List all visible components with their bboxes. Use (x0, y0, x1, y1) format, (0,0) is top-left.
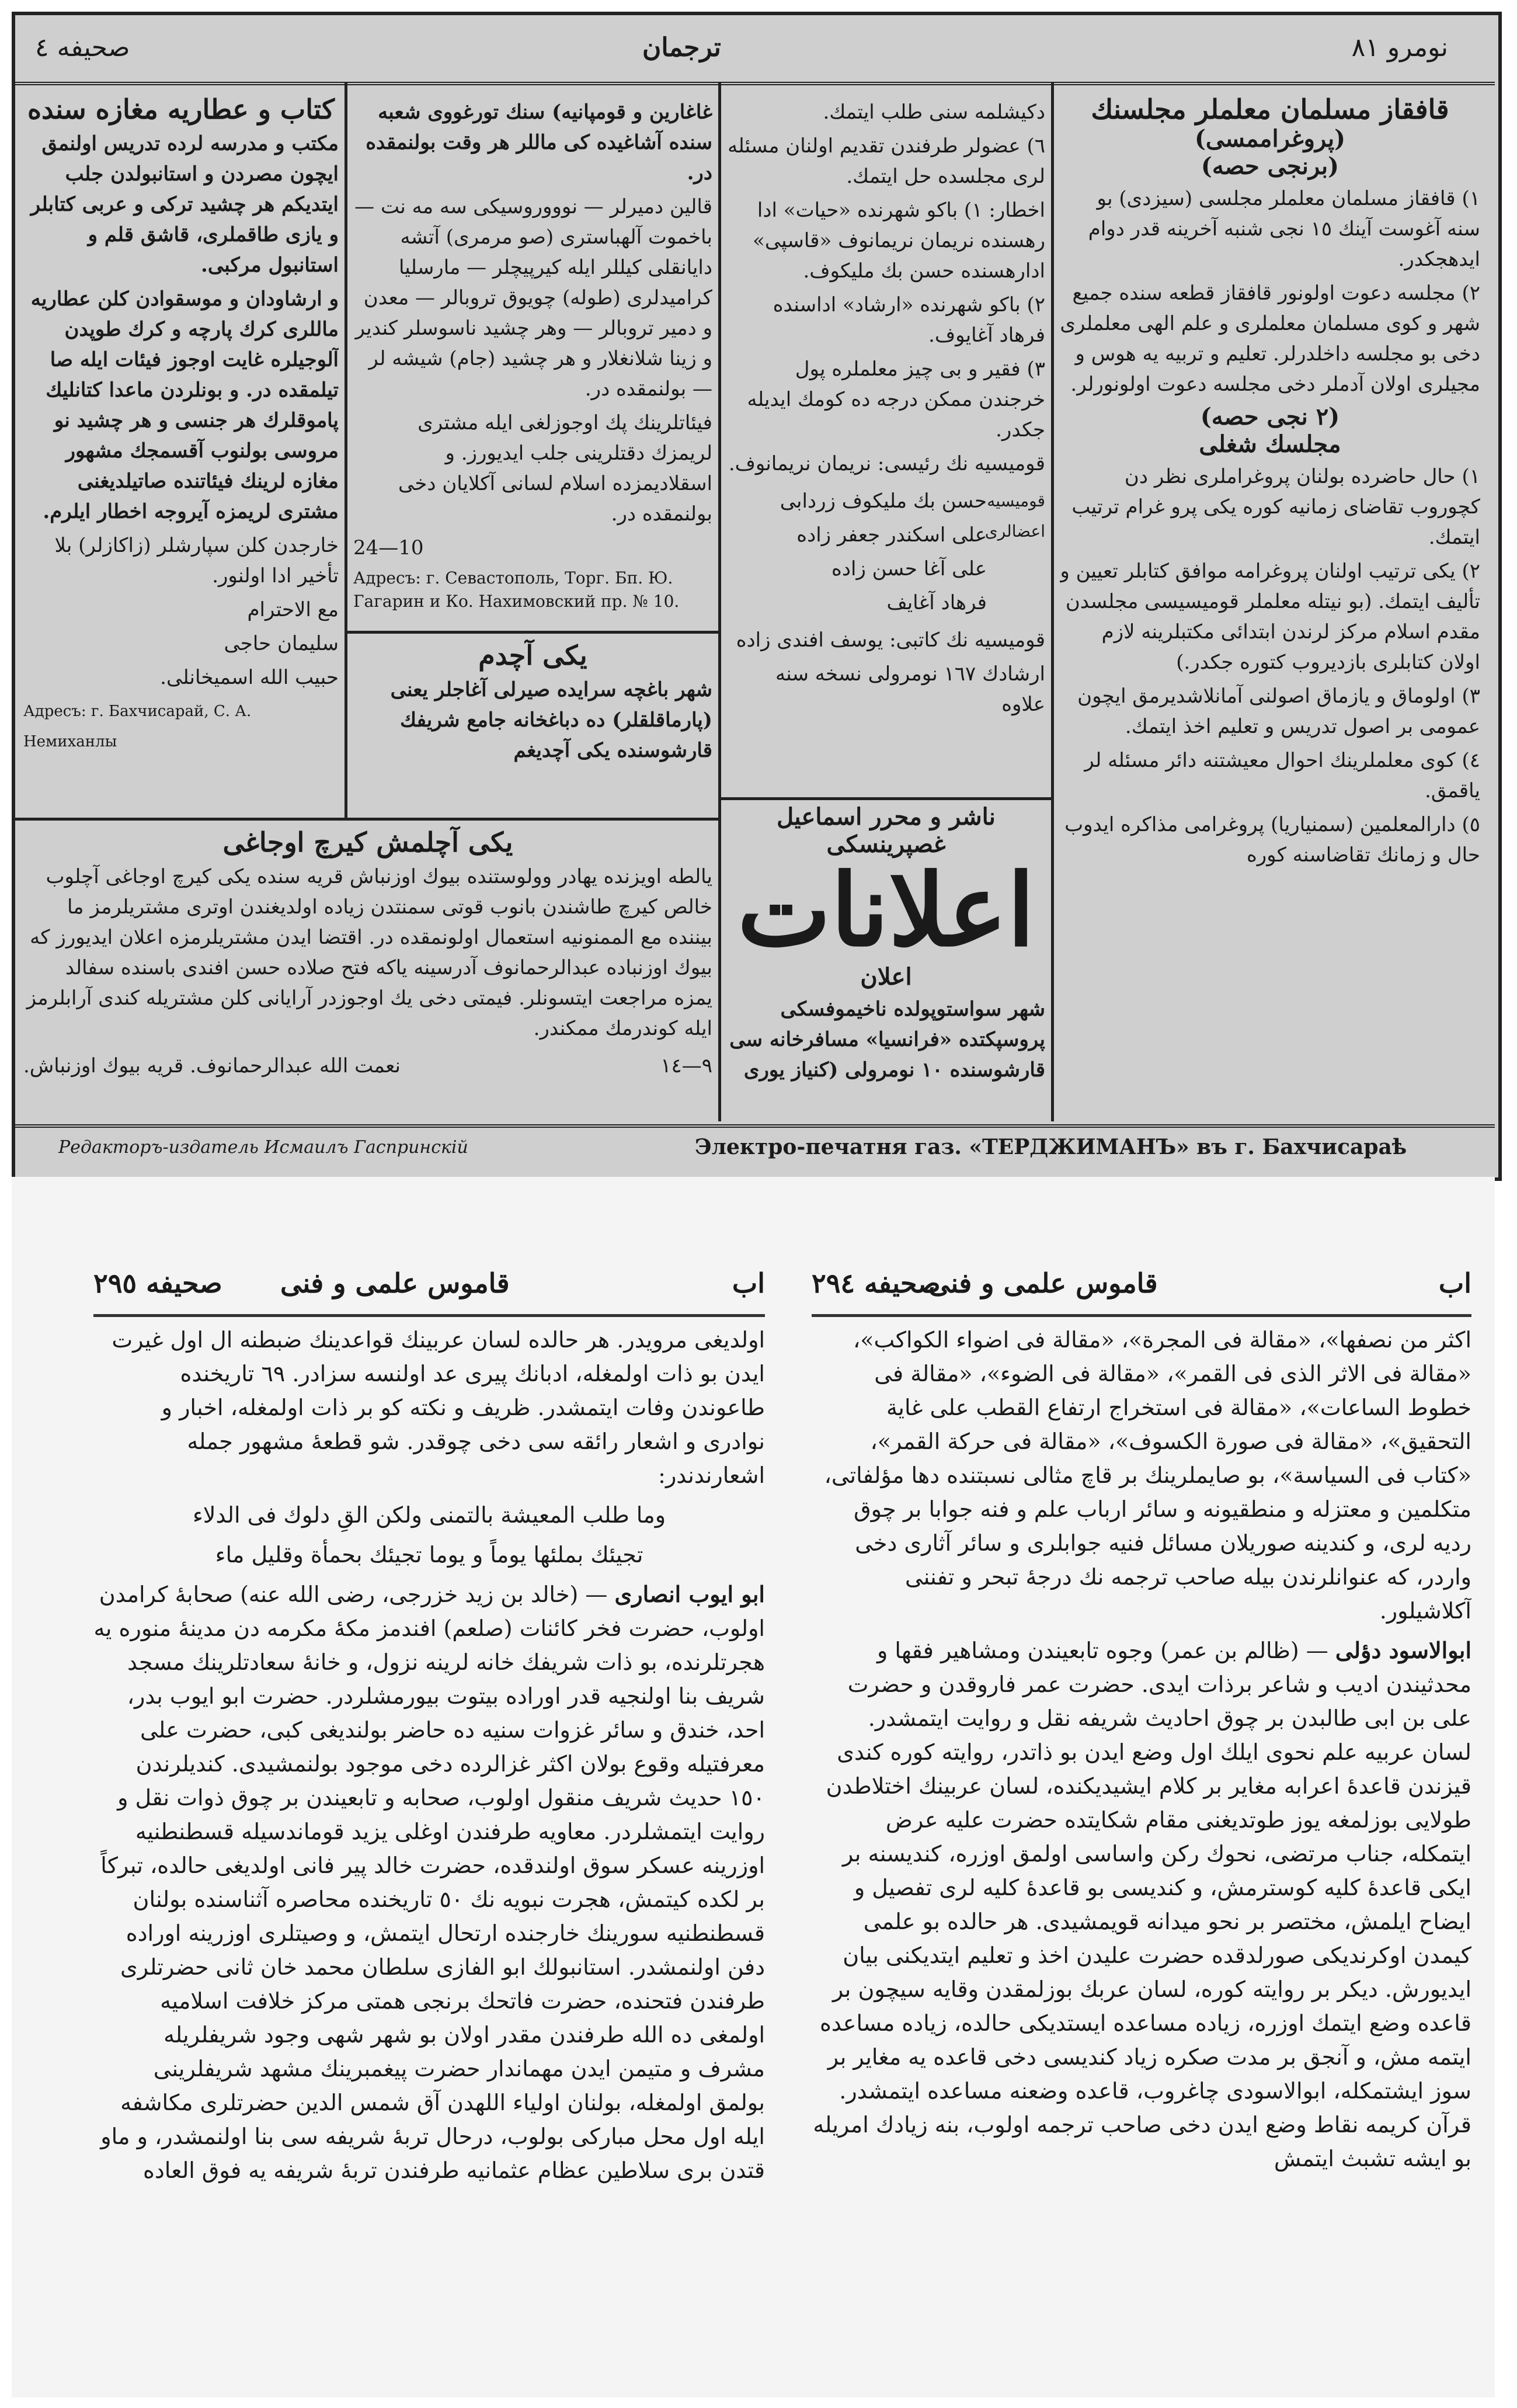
paragraph: قالین دمیرلر — نوووروسیکی سه مه نت — باخموت آلهباستری (صو مرمری) آتشه دایانقلی کیللر ایله کیرپیچلر — مارسلیا کرامیدلری (طوله) چویوق تروبالر — معدن و دمیر تروبالر — وهر چشید ناسوسلر کندیر و زینا شلانغلار و هر چشید (جام) شیشه لر — بولنمقده در. (354, 195, 712, 401)
section-rule (721, 797, 1051, 800)
head-rule (812, 1314, 1471, 1317)
running-head (812, 1267, 1471, 1314)
member-name: حسن بك ملیکوف زردابی (780, 489, 987, 513)
page-number: صحیفه ٢٩٤ (812, 1267, 941, 1299)
head-rule (93, 1314, 765, 1317)
page-tag: اب (732, 1267, 765, 1299)
member-name: علی اسکندر جعفر زاده (796, 523, 987, 547)
paragraph: ٢) یکی ترتیب اولنان پروغرامه موافق کتابلر تعیین و تألیف ایتمك. (بو نیتله معلملر قومیسیسی مجلسدن مقدم اسلام مرکز لرندن ابتدائی مکتبلرینه لازم اولان کتابلری بازدیروب کتوره جکدر.) (1060, 560, 1480, 674)
entry-headword: ابوالاسود دؤلی (1335, 1637, 1471, 1663)
column-teachers-congress (1060, 93, 1480, 1121)
paragraph: ٦) عضولر طرفندن تقدیم اولنان مسئله لری مجلسده حل ایتمك. (728, 134, 1045, 188)
paragraph: خارجدن کلن سپارشلر (زاکازلر) بلا تأخیر ادا اولنور. (54, 534, 339, 588)
section-rule (347, 631, 718, 634)
editor-line: Редакторъ-издатель Исмаилъ Гаспринскій (58, 1137, 468, 1158)
members-label: قومیسیه اعضالری (984, 491, 1045, 541)
paragraph: دکیشلمه سنی طلب ایتمك. (823, 100, 1045, 124)
commission-members (727, 482, 1045, 621)
paragraph: اکثر من نصفها»، «مقالة فی المجرة»، «مقالة فی اضواء الکواکب»، «مقالة فی الاثر الذی فی القمر»، «مقالة فی الضوء»، «مقالة فی خطوط الساعات»، «مقالة فی استخراج ارتفاع القطب علی غایة التحقیق»، «مقالة فی صورة الکسوف»، «مقالة فی حرکة القمر»، «کتاب فی السیاسة»، بو صایملرینك بر قاچ مثالی نسبتنده دها مؤلفاتی، متکلمین و معتزله و منطقیونه و سائر ارباب علم و فنه جوابا بر چوق ردیه لری، و کندینه صوریلان مسائل فنیه جوابلری و سائر آثاری دخی واردر، که عنوانلرندن بیله صاحب ترجمه نك درجهٔ تبحر و تفننی آکلاشیلور. (824, 1327, 1471, 1624)
page-label: صحیفه ٤ (35, 33, 130, 62)
paragraph: ٣) فقیر و بی چیز معلملره پول خرجندن ممکن درجه ده کومك ایدیله جکدر. (747, 357, 1045, 442)
ad-reference: ٩—١٤ (660, 1054, 712, 1078)
column-rule (345, 82, 347, 818)
commission-secretary: قومیسیه نك کاتبی: یوسف افندی زاده (736, 628, 1045, 652)
imprint-footer (12, 1124, 1495, 1172)
lime-kiln-ad (23, 826, 712, 1118)
column-bookshop (23, 93, 339, 812)
ad-signature: نعمت الله عبدالرحمانوف. قریه بیوك اوزنباش. (23, 1054, 401, 1078)
paragraph: ٤) کوی معلملرینك احوال معیشتنه دائر مسئله لر یاقمق. (1084, 749, 1480, 802)
shop-address: Адресъ: г. Бахчисарай, С. А. Немиханлы (23, 703, 252, 750)
book-page-294: اب قاموس علمی و فنی صحیفه ٢٩٤ اکثر من نصفها»، «مقالة فی المجرة»، «مقالة فی اضواء الکواکب»، «مقالة فی الاثر الذی فی القمر»، «مقالة فی الضوء»، «مقالة فی خطوط الساعات»، «مقالة فی استخراج ارتفاع القطب علی غایة التحقیق»، «مقالة فی صورة الکسوف»، «مقالة فی حرکة القمر»، «کتاب فی السیاسة»، بو صایملرینك بر قاچ مثالی نسبتنده دها مؤلفاتی، متکلمین و معتزله و منطقیونه و سائر ارباب علم و فنه جوابا بر چوق ردیه لری، و کندینه صوریلان مسائل فنیه جوابلری و سائر آثاری دخی واردر، که عنوانلرندن بیله صاحب ترجمه نك درجهٔ تبحر و تفننی آکلاشیلور. ابوالاسود دؤلی — (ظالم بن عمر) وجوه تابعیندن ومشاهیر فقها و محدثیندن ادیب و شاعر برذات ایدی. حضرت عمر فاروقدن و حضرت علی بن ابی طالبدن بر چوق احادیث شریفه نقل و روایت ایتمشدر. لسان عربیه علم نحوی ایلك اول وضع ایدن بو ذاتدر، روایته کوره کندی قیزندن قاعدهٔ اعرابه مغایر بر کلام ایشیدیکنده، لسان عربینك اختلاطدن طولایی بوزلمغه یوز طوتدیغنی مقام شکایتده حضرت علیه عرض ایتمکله، جناب مرتضی، نحوك رکن واساسی اولمق اوزره، کندیسنه بر ایکی قاعدهٔ کلیه کوسترمش، و کندیسی بو قاعدهٔ کلیه لری تفصیل و ایضاح ایلمش، مختصر بر نحو میدانه قویمشیدی. هر حالده بو علمی کیمدن اوکرندیکی صورلدقده حضرت علیدن اخذ و تعلیم ایتدیکنی بیان ایدیورش. دیکر بر روایته کوره، لسان عربك بوزلمقدن وقایه سیچون بر قاعده وضع ایتمك اوزره، زیاده مساعده ایستدیکی حالده، زیاده مساعده ایتمه مش، و آنجق بر مدت صکره زیاد کندیسی دخی قاعده یه مغایر بر سوز ایشتمکله، ابوالاسودی چاغروب، قاعده وضعنه مساعده ایتمشدر. قرآن کریمه نقاط وضع ایدن دخی صاحب ترجمه اولوب، بنه زیادك امریله بو ایشه تشبث ایتمش (812, 1267, 1471, 2171)
paragraph: اخطار: ١) باکو شهرنده «حیات» ادا رهسنده نریمان نریمانوف «قاسپی» ادارهسنده حسن بك ملیکوف. (753, 199, 1045, 283)
masthead (12, 12, 1495, 85)
paragraph: شهر باغچه سرایده صیرلی آغاجلر یعنی (پارماقلقلر) ده دباغخانه جامع شریفك قارشوسنده یکی آچدیغم (390, 678, 712, 762)
running-head (93, 1267, 765, 1314)
ad-heading: کتاب و عطاریه مغازه سنده (27, 93, 335, 125)
paragraph: اولدیغی مرویدر. هر حالده لسان عربینك قواعدینك ضبطنه ال اول غیرت ایدن بو ذات اولمغله، ادبانك پیری عد اولنسه سزادر. ٦٩ تاریخنده طاعوندن وفات ایتمشدر. ظریف و نکته کو بر ذات اولمغله، اخبار و نوادری و اشعار رائقه سی دخی چوقدر. شو قطعهٔ مشهور جمله اشعارندندر: (112, 1327, 765, 1488)
signature-name: سلیمان حاجی (224, 632, 339, 655)
signature-label: مع الاحترام (247, 598, 339, 621)
section-heading: مجلسك شغلی (1199, 430, 1341, 458)
page-tag: اب (1438, 1267, 1471, 1299)
paragraph: ٥) دارالمعلمین (سمنیاریا) پروغرامی مذاکره ایدوب حال و زمانك تقاضاسنه کوره (1064, 813, 1480, 867)
paragraph: غاغارین و قومپانیه) سنك تورغووی شعبه سنده آشاغیده کی ماللر هر وقت بولنمقده در. (366, 100, 712, 185)
entry-headword: ابو ایوب انصاری (614, 1581, 765, 1607)
book-title: قاموس علمی و فنی (928, 1267, 1158, 1299)
paragraph: مکتب و مدرسه لرده تدریس اولنمق ایچون مصردن و استانبولدن جلب ایتدیکم هر چشید ترکی و عربی کتابلر و یازی طاقملری، قاشق قلم و استانبول مرکبی. (30, 132, 339, 277)
verse: وما طلب المعیشة بالتمنی ولکن القِ دلوك فی الدلاء (192, 1502, 666, 1528)
entry-text: خالد بن زید خزرجی، رضی الله عنه) صحابهٔ کرامدن اولوب، حضرت فخر کائنات (صلعم) افندمز مکهٔ مکرمه دن مدینهٔ منوره یه هجرتلرنده، بو ذات شریفك خانه لرینه نزول، و خانهٔ سعادتلرینك مسجد شریف بنا اولنجیه قدر اوراده بیتوت بیورمشلردر. حضرت ابو ایوب بدر، احد، خندق و سائر غزوات سنیه ده حاضر بولندیغی کبی، حضرت علی معرفتیله وقوع بولان اکثر غزالرده دخی موجود بولنمشیدی. کندیلرندن ١٥٠ حدیث شریف منقول اولوب، صحابه و تابعیندن بر چوق ذوات نقل و روایت ایتمشلردر. معاویه طرفندن اوغلی یزید قوماندسیله قسطنطنیه اوزرینه عسکر سوق اولندقده، حضرت خالد پیر فانی اولدیغی حالده، تبرکاً بر لکده کیتمش، هجرت نبویه نك ٥٠ تاریخنده محاصره آثناسنده بولنان قسطنطنیه سورینك خارجنده ارتحال ایتمش، و وصیتلری اوزرینه اوراده دفن اولنمشدر. استانبولك ابو الفازی سلطان محمد خان ثانی حضرتلری طرفندن فتحنده، حضرت فاتحك برنجی همتی مرکز خلافت اسلامیه اولمغی ده الله طرفندن مقدر اولان بو شهر شهی وجود شریفلریله مشرف و متیمن ایدن مهماندار حضرت پیغمبرینك مشهد شریفلرینی بولمق اولمغله، بولنان اولیاء اللهدن آق شمس الدین حضرتلری مکاشفه ایله اول محل مبارکی بولوب، درحال تربهٔ شریفه سی بنا اولنمشدر، و ماو قتدن بری سلاطین عظام عثمانیه طرفندن تربهٔ شریفه یه فوق العاده (93, 1582, 765, 2183)
article-heading: قافقاز مسلمان معلملر مجلسنك (1091, 93, 1449, 125)
column-rule (1051, 82, 1054, 1121)
paragraph: و ارشاودان و موسقوادن کلن عطاریه ماللری کرك پارچه و کرك طوپدن آلوجیلره غایت اوجوز فیئات ایله صا تیلمقده در. و بونلردن ماعدا کتانلیك پاموقلرك هر جنسی و هر چشید نو مروسی بولنوب آقسمجك مشهور مغازه لرینك فیئاتنده صاتیلدیغنی مشتری لریمزه آیروجه اخطار ایلرم. (30, 287, 339, 523)
ad-text: یالطه اویزنده یهادر وولوستنده بیوك اوزنباش قریه سنده یکی کیرچ اوجاغی آچلوب خالص کیرچ طاشندن بانوب قوتی سمنتدن زیاده اولدیغندن اوتری مشتریلرمز ما بیننده مع الممنونیه استعمال اولونمقده در. اقتضا ایدن مشتریلرمزه اعلان ایدیورز که بیوك اوزنباده عبدالرحمانوف آدرسینه یاکه فتح صلاده حسن افندی باسنده سفالد یمزه مراجعت ایتسونلر. فیمتی دخی یك اوجوزدر آرایانی کلن مشتریله کندی آرابلرمز ایله کوندرمك ممکندر. (26, 865, 712, 1040)
printer-line: Электро-печатня газ. «ТЕРДЖИМАНЪ» въ г. Бахчисараѣ (695, 1135, 1407, 1159)
article-subheading: (پروغراممسی) (1194, 125, 1346, 152)
column-congress-cont (727, 93, 1045, 794)
signature-name: حبیب الله اسمیخانلی. (160, 666, 339, 689)
member-name: علی آغا حسن زاده (831, 557, 987, 581)
paragraph: ١) حال حاضرده بولنان پروغراملری نظر دن کچوروب تقاضای زمانیه کوره یکی پرو غرام ترتیب ایتمك. (1071, 465, 1480, 549)
newspaper-title: ترجمان (642, 33, 721, 62)
ad-label: اعلان (860, 963, 912, 991)
ad-reference: 10—24 (353, 536, 424, 560)
ad-text: شهر سواستوپولده ناخیموفسکی پروسپکتده «فرانسیا» مسافرخانه سی قارشوسنده ١٠ نومرولی (کنیاز یوری (729, 998, 1045, 1082)
book-page-295: اب قاموس علمی و فنی صحیفه ٢٩٥ اولدیغی مرویدر. هر حالده لسان عربینك قواعدینك ضبطنه ال اول غیرت ایدن بو ذات اولمغله، ادبانك پیری عد اولنسه سزادر. ٦٩ تاریخنده طاعوندن وفات ایتمشدر. ظریف و نکته کو بر ذات اولمغله، اخبار و نوادری و اشعار رائقه سی دخی چوقدر. شو قطعهٔ مشهور جمله اشعارندندر: وما طلب المعیشة بالتمنی ولکن القِ دلوك فی الدلاء تجیئك بملئها یوماً و یوما تجیئك بحمأة وقلیل ماء ابو ایوب انصاری — (خالد بن زید خزرجی، رضی الله عنه) صحابهٔ کرامدن اولوب، حضرت فخر کائنات (صلعم) افندمز مکهٔ مکرمه دن مدینهٔ منوره یه هجرتلرنده، بو ذات شریفك خانه لرینه نزول، و خانهٔ سعادتلرینك مسجد شریف بنا اولنجیه قدر اوراده بیتوت بیورمشلردر. حضرت ابو ایوب بدر، احد، خندق و سائر غزوات سنیه ده حاضر بولندیغی کبی، حضرت علی معرفتیله وقوع بولان اکثر غزالرده دخی موجود بولنمشیدی. کندیلرندن ١٥٠ حدیث شریف منقول اولوب، صحابه و تابعیندن بر چوق ذوات نقل و روایت ایتمشلردر. معاویه طرفندن اوغلی یزید قوماندسیله قسطنطنیه اوزرینه عسکر سوق اولندقده، حضرت خالد پیر فانی اولدیغی حالده، تبرکاً بر لکده کیتمش، هجرت نبویه نك ٥٠ تاریخنده محاصره آثناسنده بولنان قسطنطنیه سورینك خارجنده ارتحال ایتمش، و وصیتلری اوزرینه اوراده دفن اولنمشدر. استانبولك ابو الفازی سلطان محمد خان ثانی حضرتلری طرفندن فتحنده، حضرت فاتحك برنجی همتی مرکز خلافت اسلامیه اولمغی ده الله طرفندن مقدر اولان بو شهر شهی وجود شریفلریله مشرف و متیمن ایدن مهماندار حضرت پیغمبرینك مشهد شریفلرینی بولمق اولمغله، بولنان اولیاء اللهدن آق شمس الدین حضرتلری مکاشفه ایله اول محل مبارکی بولوب، درحال تربهٔ شریفه سی بنا اولنمشدر، و ماو قتدن بری سلاطین عظام عثمانیه طرفندن تربهٔ شریفه یه فوق العاده (93, 1267, 765, 2183)
column-new-shop (353, 640, 712, 815)
book-title: قاموس علمی و فنی (280, 1267, 510, 1299)
ad-heading: یکی آچلمش کیرچ اوجاغی (222, 826, 513, 858)
paragraph: ١) قافقاز مسلمان معلملر مجلسی (سیزدی) بو سنه آغوست آینك ١٥ نجی شنبه آخرینه قدر دوام ایدهجکدر. (1088, 187, 1480, 271)
part-one-label: (برنجی حصه) (1201, 152, 1339, 180)
paragraph: ٢) مجلسه دعوت اولونور قافقاز قطعه سنده جمیع شهر و کوی مسلمان معلملری و علم الهی معلملری دخی بو مجلسه داخلدرلر. تعلیم و تربیه یه هوس و مجیلری اولان آدملر دخی مجلسه دعوت اولونورلر. (1060, 282, 1480, 396)
member-name: فرهاد آغایف (886, 591, 987, 614)
store-address: Адресъ: г. Севастополь, Торг. Бп. Ю. Гагарин и Ко. Нахимовский пр. № 10. (353, 568, 680, 611)
ad-footer (23, 1047, 712, 1085)
section-rule (15, 818, 718, 821)
issue-number: نومرو ٨١ (1351, 33, 1448, 62)
ad-heading: یکی آچدم (478, 640, 587, 671)
column-rule (718, 82, 721, 1121)
paragraph: ٣) اولوماق و یازماق اصولنی آمانلاشدیرمق ایچون عمومی بر اصول تدریس و تعلیم اخذ ایتمك. (1077, 684, 1480, 738)
column-ads (727, 803, 1045, 1121)
paragraph: فیئاتلرینك پك اوجوزلغی ایله مشتری لریمزك دقتلرینی جلب ایدیورز. و اسقلادیمزده اسلام لسانی آکلایان دخی بولنمقده در. (398, 411, 712, 526)
ads-title: اعلانات (737, 852, 1035, 969)
publisher-line: ناشر و محرر اسماعیل غصپرینسکی (777, 803, 996, 858)
commission-chair: قومیسیه نك رئیسی: نریمان نریمانوف. (728, 452, 1045, 475)
part-two-label: (٢ نجی حصه) (1200, 403, 1340, 430)
note: ارشادك ١٦٧ نومرولی نسخه سنه علاوه (775, 662, 1045, 716)
paragraph: ٢) باکو شهرنده «ارشاد» اداسنده فرهاد آغایوف. (773, 293, 1045, 347)
page-number: صحیفه ٢٩٥ (93, 1267, 222, 1299)
verse: تجیئك بملئها یوماً و یوما تجیئك بحمأة وقلیل ماء (215, 1542, 643, 1568)
column-gagarin-store (353, 93, 712, 625)
entry-text: (ظالم بن عمر) وجوه تابعیندن ومشاهیر فقها و محدثیندن ادیب و شاعر برذات ایدی. حضرت عمر فاروقدن و حضرت علی بن ابی طالبدن بر چوق احادیث شریفه نقل و روایت ایتمشدر. لسان عربیه علم نحوی ایلك اول وضع ایدن بو ذاتدر، روایته کوره کندی قیزندن قاعدهٔ اعرابه مغایر بر کلام ایشیدیکنده، لسان عربینك اختلاطدن طولایی بوزلمغه یوز طوتدیغنی مقام شکایتده حضرت علیه عرض ایتمکله، جناب مرتضی، نحوك رکن واساسی اولمق اوزره، کندیسنه بر ایکی قاعدهٔ کلیه کوسترمش، و کندیسی بو قاعدهٔ کلیه لری تفصیل و ایضاح ایلمش، مختصر بر نحو میدانه قویمشیدی. هر حالده بو علمی کیمدن اوکرندیکی صورلدقده حضرت علیدن اخذ و تعلیم ایتدیکنی بیان ایدیورش. دیکر بر روایته کوره، لسان عربك بوزلمقدن وقایه سیچون بر قاعده وضع ایتمك اوزره، زیاده مساعده ایستدیکی حالده، زیاده مساعده ایتمه مش، و آنجق بر مدت صکره زیاد کندیسی دخی قاعده یه مغایر بر سوز ایشتمکله، ابوالاسودی چاغروب، قاعده وضعنه مساعده ایتمشدر. قرآن کریمه نقاط وضع ایدن دخی صاحب ترجمه اولوب، بنه زیادك امریله بو ایشه تشبث ایتمش (813, 1638, 1471, 2171)
